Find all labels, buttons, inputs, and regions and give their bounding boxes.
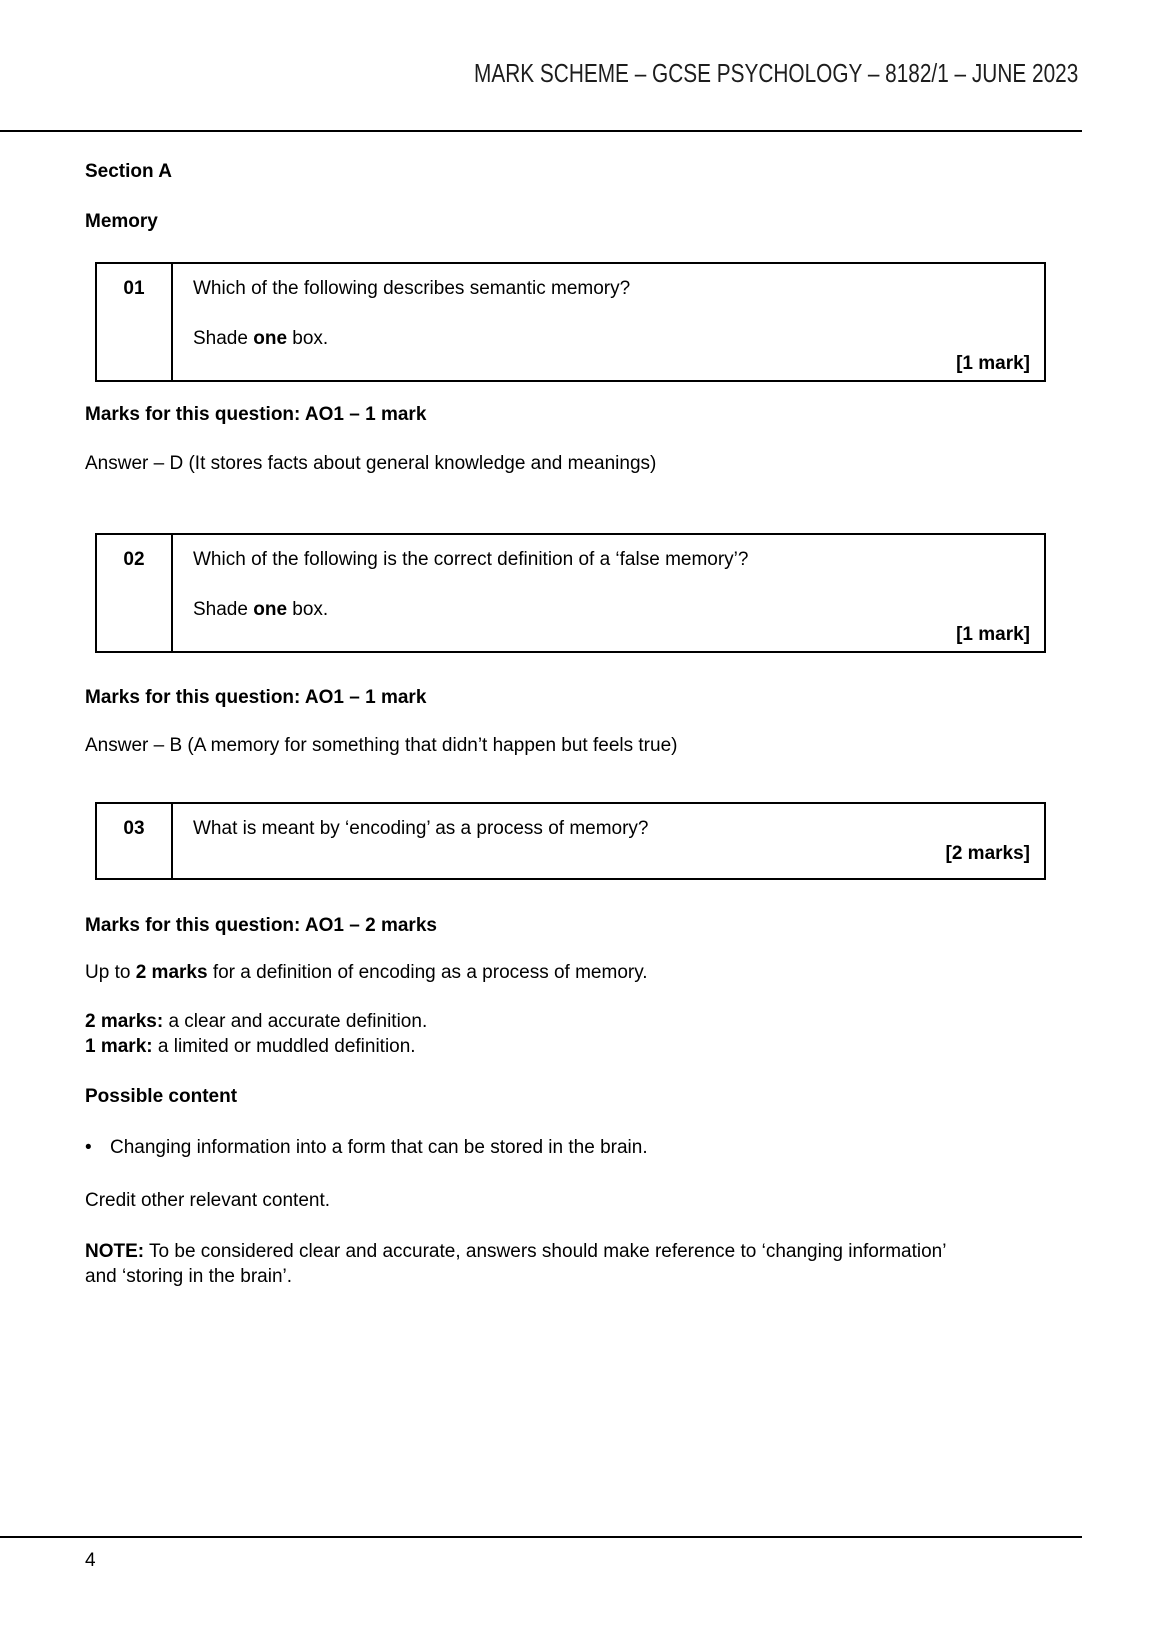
marks-heading: Marks for this question: AO1 – 1 mark <box>85 404 427 425</box>
page-header <box>0 58 1078 89</box>
header-rule <box>0 130 1082 132</box>
criteria-text: a clear and accurate definition. <box>163 1011 428 1032</box>
criteria-block <box>85 1009 1062 1059</box>
question-body <box>173 535 1044 651</box>
possible-content-heading: Possible content <box>85 1086 238 1107</box>
question-body <box>173 264 1044 380</box>
bullet-icon: • <box>85 1137 92 1158</box>
question-box-01 <box>95 262 1046 382</box>
possible-content-item <box>85 1135 1062 1160</box>
question-body <box>173 804 1044 878</box>
question-text: Which of the following is the correct definition of a ‘false memory’? <box>193 549 749 570</box>
marks-heading: Marks for this question: AO1 – 1 mark <box>85 687 427 708</box>
marks-allocation: [1 mark] <box>956 624 1030 645</box>
section-heading: Section A <box>85 161 172 182</box>
question-box-03 <box>95 802 1046 880</box>
footer-rule <box>0 1536 1082 1538</box>
marks-allocation: [2 marks] <box>945 843 1030 864</box>
marks-allocation: [1 mark] <box>956 353 1030 374</box>
shade-prefix: Shade <box>193 328 254 349</box>
criteria-bold: 1 mark: <box>85 1036 153 1057</box>
section-topic: Memory <box>85 211 158 232</box>
shade-bold: one <box>253 599 288 620</box>
shade-suffix: box. <box>287 328 329 349</box>
question-box-02 <box>95 533 1046 653</box>
shade-bold: one <box>253 328 288 349</box>
credit-line: Credit other relevant content. <box>85 1190 331 1211</box>
upto-prefix: Up to <box>85 962 136 983</box>
note-line1: To be considered clear and accurate, answers should make reference to ‘changing information’ <box>144 1241 947 1262</box>
criteria-1-mark <box>85 1034 1062 1059</box>
document-title: MARK SCHEME – GCSE PSYCHOLOGY – 8182/1 – JUNE 2023 <box>473 58 1078 88</box>
upto-line <box>85 960 1062 985</box>
shade-suffix: box. <box>287 599 329 620</box>
question-number: 01 <box>97 264 173 380</box>
question-text: What is meant by ‘encoding’ as a process of memory? <box>193 818 649 839</box>
question-number: 02 <box>97 535 173 651</box>
page-number: 4 <box>85 1550 96 1571</box>
criteria-text: a limited or muddled definition. <box>152 1036 416 1057</box>
upto-bold: 2 marks <box>135 962 208 983</box>
shade-instruction <box>193 597 1030 622</box>
criteria-2-marks <box>85 1009 1062 1034</box>
answer-line: Answer – D (It stores facts about general knowledge and meanings) <box>85 453 657 474</box>
upto-suffix: for a definition of encoding as a process of memory. <box>207 962 648 983</box>
shade-prefix: Shade <box>193 599 254 620</box>
shade-instruction <box>193 326 1030 351</box>
criteria-bold: 2 marks: <box>85 1011 164 1032</box>
answer-line: Answer – B (A memory for something that didn’t happen but feels true) <box>85 735 678 756</box>
question-number: 03 <box>97 804 173 878</box>
note-line2: and ‘storing in the brain’. <box>85 1266 293 1287</box>
question-text: Which of the following describes semantic memory? <box>193 278 631 299</box>
note-bold: NOTE: <box>85 1241 145 1262</box>
marks-heading: Marks for this question: AO1 – 2 marks <box>85 915 437 936</box>
bullet-text: Changing information into a form that can be stored in the brain. <box>110 1137 648 1158</box>
note-paragraph <box>85 1239 1062 1289</box>
